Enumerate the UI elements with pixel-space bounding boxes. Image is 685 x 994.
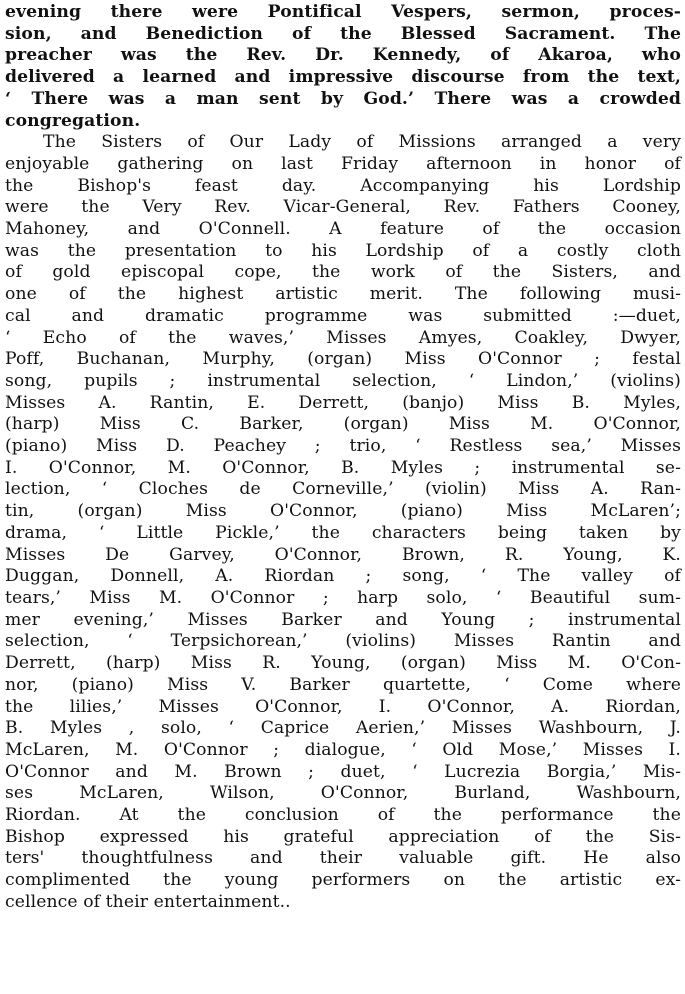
text-line: complimented the young performers on the artistic ex- bbox=[5, 870, 681, 891]
text-line: the lilies,’ Misses O'Connor, I. O'Connor, A. Riordan, bbox=[5, 696, 681, 717]
text-line: sion, and Benediction of the Blessed Sacrament. The bbox=[5, 23, 681, 44]
text-line: enjoyable gathering on last Friday afternoon in honor of bbox=[5, 153, 681, 174]
text-line: the Bishop's feast day. Accompanying his Lordship bbox=[5, 175, 681, 196]
text-line: tin, (organ) Miss O'Connor, (piano) Miss McLaren’; bbox=[5, 501, 681, 522]
text-line: cal and dramatic programme was submitted :—duet, bbox=[5, 305, 681, 326]
text-line: ‘ Echo of the waves,’ Misses Amyes, Coakley, Dwyer, bbox=[5, 327, 681, 348]
text-line: ses McLaren, Wilson, O'Connor, Burland, Washbourn, bbox=[5, 783, 681, 804]
text-line: ‘ There was a man sent by God.’ There was a crowded bbox=[5, 88, 681, 109]
text-line: Riordan. At the conclusion of the performance the bbox=[5, 805, 681, 826]
text-line: B. Myles , solo, ‘ Caprice Aerien,’ Misses Washbourn, J. bbox=[5, 718, 681, 739]
text-line: Misses De Garvey, O'Connor, Brown, R. Young, K. bbox=[5, 544, 681, 565]
text-line: cellence of their entertainment.. bbox=[5, 891, 291, 912]
text-line: Bishop expressed his grateful appreciation of the Sis- bbox=[5, 826, 681, 847]
text-line: nor, (piano) Miss V. Barker quartette, ‘ Come where bbox=[5, 674, 681, 695]
text-line: McLaren, M. O'Connor ; dialogue, ‘ Old Mose,’ Misses I. bbox=[5, 739, 681, 760]
text-line: song, pupils ; instrumental selection, ‘ Lindon,’ (violins) bbox=[5, 370, 681, 391]
text-line: Derrett, (harp) Miss R. Young, (organ) Miss M. O'Con- bbox=[5, 653, 681, 674]
text-line: was the presentation to his Lordship of a costly cloth bbox=[5, 240, 681, 261]
text-line: The Sisters of Our Lady of Missions arranged a very bbox=[43, 132, 681, 153]
text-line: Duggan, Donnell, A. Riordan ; song, ‘ The valley of bbox=[5, 566, 681, 587]
text-line: were the Very Rev. Vicar-General, Rev. Fathers Cooney, bbox=[5, 197, 681, 218]
text-line: ters' thoughtfulness and their valuable gift. He also bbox=[5, 848, 681, 869]
text-line: of gold episcopal cope, the work of the Sisters, and bbox=[5, 262, 681, 283]
text-line: congregation. bbox=[5, 110, 141, 131]
text-line: (piano) Miss D. Peachey ; trio, ‘ Restless sea,’ Misses bbox=[5, 436, 681, 457]
text-line: I. O'Connor, M. O'Connor, B. Myles ; instrumental se- bbox=[5, 457, 681, 478]
text-line: lection, ‘ Cloches de Corneville,’ (violin) Miss A. Ran- bbox=[5, 479, 681, 500]
paragraph bbox=[5, 132, 681, 913]
text-line: tears,’ Miss M. O'Connor ; harp solo, ‘ Beautiful sum- bbox=[5, 587, 681, 608]
text-line: evening there were Pontifical Vespers, sermon, proces- bbox=[5, 2, 681, 22]
text-line: mer evening,’ Misses Barker and Young ; instrumental bbox=[5, 609, 681, 630]
text-line: Misses A. Rantin, E. Derrett, (banjo) Miss B. Myles, bbox=[5, 392, 681, 413]
text-line: Mahoney, and O'Connell. A feature of the occasion bbox=[5, 219, 681, 240]
text-line: delivered a learned and impressive discourse from the text, bbox=[5, 67, 681, 88]
text-line: selection, ‘ Terpsichorean,’ (violins) Misses Rantin and bbox=[5, 631, 681, 652]
text-line: drama, ‘ Little Pickle,’ the characters being taken by bbox=[5, 522, 681, 543]
text-line: O'Connor and M. Brown ; duet, ‘ Lucrezia Borgia,’ Mis- bbox=[5, 761, 681, 782]
text-line: one of the highest artistic merit. The following musi- bbox=[5, 284, 681, 305]
paragraph bbox=[5, 2, 681, 132]
text-line: Poff, Buchanan, Murphy, (organ) Miss O'Connor ; festal bbox=[5, 349, 681, 370]
text-line: (harp) Miss C. Barker, (organ) Miss M. O'Connor, bbox=[5, 414, 681, 435]
text-line: preacher was the Rev. Dr. Kennedy, of Akaroa, who bbox=[5, 45, 681, 66]
